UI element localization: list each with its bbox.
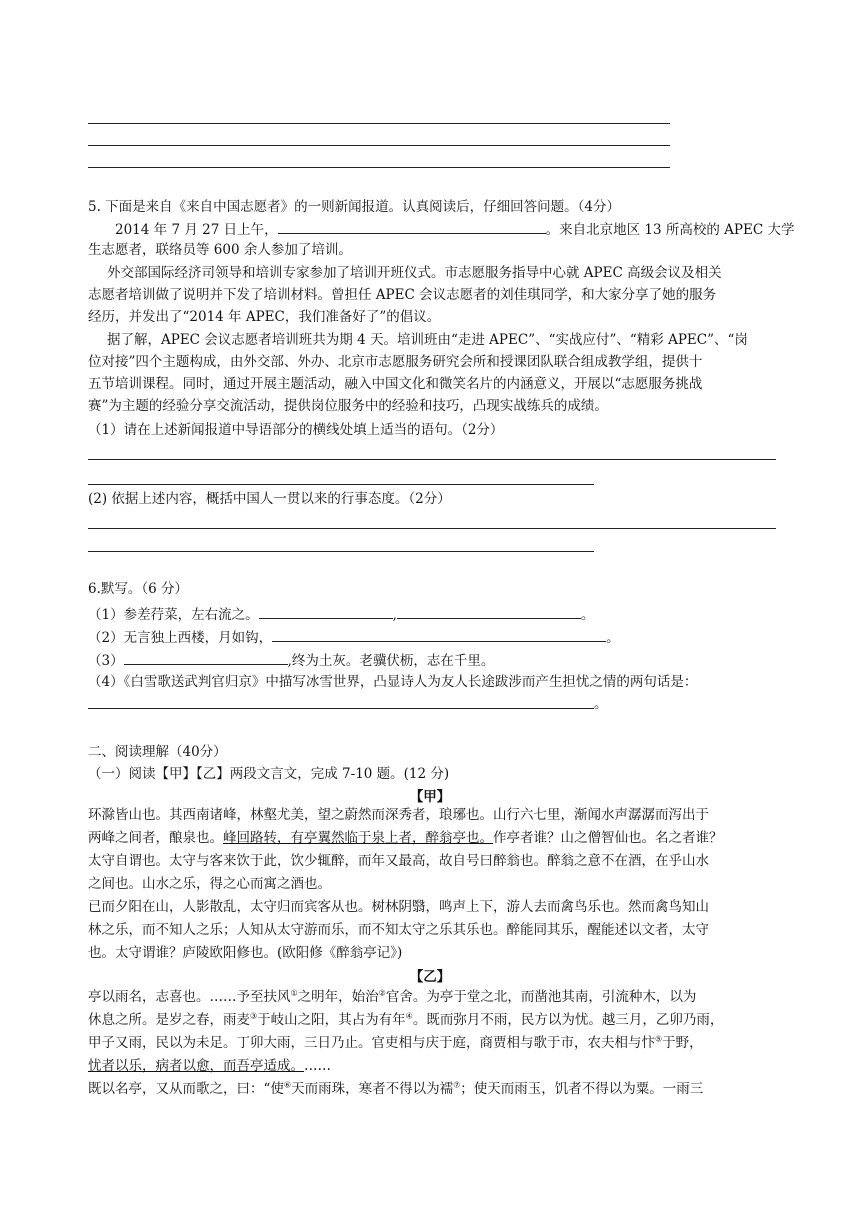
passage-jia-title: 【甲】 — [409, 789, 451, 805]
footnote-marker: ⑦ — [453, 1080, 461, 1090]
passage-text: 两峰之间者，酿泉也。 — [88, 830, 223, 846]
q6-item-1 — [88, 604, 594, 624]
footnote-marker: ③ — [250, 1011, 258, 1021]
q5-lead-blank[interactable] — [278, 219, 546, 234]
q5-para2: 志愿者培训做了说明并下发了培训材料。曾担任 APEC 会议志愿者的刘佳琪同学，和大家分享了她的服务 — [88, 287, 717, 303]
q6-item-3-num: （3） — [88, 653, 124, 669]
passage-text: …… — [304, 1058, 331, 1074]
section-heading: 二、阅读理解（40分） — [88, 744, 227, 760]
passage-text: 官舍。为亭于堂之北，而凿池其南，引流种木，以为 — [385, 989, 697, 1005]
q6-item-1-end: 。 — [580, 607, 595, 623]
q6-item-2-end: 。 — [606, 630, 620, 646]
passage-yi-line — [88, 1080, 703, 1098]
footnote-marker: ① — [290, 988, 298, 998]
answer-line[interactable] — [88, 459, 776, 460]
passage-jia-line: 环滁皆山也。其西南诸峰，林壑尤美，望之蔚然而深秀者，琅琊也。山行六七里，渐闻水声潺潺而泻出于 — [88, 807, 709, 823]
part-heading: （一）阅读【甲】【乙】两段文言文，完成 7-10 题。(12 分) — [88, 766, 450, 782]
q6-item-4-end: 。 — [594, 696, 608, 712]
passage-text: 于野， — [662, 1035, 703, 1051]
passage-jia-line: 林之乐，而不知人之乐；人知从太守游而乐，而不知太守之乐其乐也。醉能同其乐，醒能述以文者，太守 — [88, 922, 709, 938]
q6-item-1-text: （1）参差荇菜，左右流之。 — [88, 607, 259, 623]
underlined-sentence: 忧者以乐，病者以愈，而吾亭适成。 — [88, 1058, 304, 1074]
q5-lead-a: 2014 年 7 月 27 日上午， — [115, 222, 278, 238]
q6-blank[interactable] — [259, 604, 393, 619]
footnote-marker: ⑤ — [655, 1034, 663, 1044]
passage-text: 亭以雨名，志喜也。……予至扶风 — [88, 989, 291, 1005]
passage-text: 既以名亭，又从而歌之，曰：“使 — [88, 1081, 284, 1097]
passage-yi-line — [88, 1057, 331, 1075]
answer-line[interactable] — [88, 123, 670, 124]
q5-sub2: (2) 依据上述内容，概括中国人一贯以来的行事态度。（2分） — [88, 491, 451, 507]
passage-yi-line — [88, 988, 696, 1006]
passage-yi-title: 【乙】 — [409, 969, 451, 985]
q6-item-4: （4）《白雪歌送武判官归京》中描写冰雪世界，凸显诗人为友人长途跋涉而产生担忧之情的两句话是： — [88, 674, 698, 690]
q5-para2: 经历，并发出了“2014 年 APEC，我们准备好了”的倡议。 — [88, 309, 441, 325]
q6-item-2 — [88, 627, 620, 647]
answer-line[interactable] — [88, 551, 594, 552]
passage-jia-line: 已而夕阳在山，人影散乱，太守归而宾客从也。树林阴翳，鸣声上下，游人去而禽鸟乐也。然而禽鸟知山 — [88, 899, 709, 915]
q5-para3: 五节培训课程。同时，通过开展主题活动，融入中国文化和微笑名片的内涵意义，开展以“志愿服务挑战 — [88, 376, 703, 392]
answer-line[interactable] — [88, 167, 670, 168]
q5-para3: 位对接”四个主题构成，由外交部、外办、北京市志愿服务研究会所和授课团队联合组成教学组，提供十 — [88, 354, 703, 370]
q6-title: 6.默写。（6 分） — [88, 581, 189, 597]
q5-para3: 据了解，APEC 会议志愿者培训班共为期 4 天。培训班由“走进 APEC”、“实战应付”、“精彩 APEC”、“岗 — [107, 332, 748, 348]
answer-line[interactable] — [88, 484, 594, 485]
q6-item-1-comma: , — [392, 607, 397, 623]
q6-item-3-text: ,终为土灰。老骥伏枥，志在千里。 — [287, 653, 495, 669]
passage-jia-line: 也。太守谓谁？庐陵欧阳修也。(欧阳修《醉翁亭记》) — [88, 945, 403, 961]
passage-text: 作亭者谁？山之僧智仙也。名之者谁？ — [493, 830, 723, 846]
answer-line[interactable] — [88, 145, 670, 146]
q5-para2: 外交部国际经济司领导和培训专家参加了培训开班仪式。市志愿服务指导中心就 APEC 高级会议及相关 — [107, 265, 722, 281]
passage-jia-line: 之间也。山水之乐，得之心而寓之酒也。 — [88, 876, 331, 892]
q6-blank[interactable] — [397, 604, 581, 619]
footnote-marker: ④ — [405, 1011, 413, 1021]
answer-line[interactable] — [88, 528, 776, 529]
q6-item-2-text: （2）无言独上西楼，月如钩， — [88, 630, 273, 646]
footnote-marker: ⑥ — [283, 1080, 292, 1090]
passage-yi-line — [88, 1011, 723, 1029]
passage-text: 天而雨珠，寒者不得以为襦 — [291, 1081, 454, 1097]
q6-item-3 — [88, 650, 494, 670]
footnote-marker: ② — [378, 988, 386, 998]
passage-text: 之明年，始治 — [297, 989, 379, 1005]
passage-text: 于岐山之阳，其占为有年 — [257, 1012, 406, 1028]
q5-lead-line2: 生志愿者，联络员等 600 余人参加了培训。 — [88, 242, 352, 258]
q5-lead-b: 。来自北京地区 13 所高校的 APEC 大学 — [545, 222, 795, 238]
q5-sub1: （1）请在上述新闻报道中导语部分的横线处填上适当的语句。（2分） — [88, 422, 504, 438]
q5-lead-line — [115, 219, 794, 239]
passage-yi-line — [88, 1034, 703, 1052]
passage-text: 休息之所。是岁之春，雨麦 — [88, 1012, 250, 1028]
passage-text: 。既而弥月不雨，民方以为忧。越三月，乙卯乃雨， — [412, 1012, 724, 1028]
passage-jia-line: 太守自谓也。太守与客来饮于此，饮少辄醉，而年又最高，故自号曰醉翁也。醉翁之意不在酒，在乎山水 — [88, 853, 709, 869]
underlined-sentence: 峰回路转，有亭翼然临于泉上者，醉翁亭也。 — [223, 830, 493, 846]
answer-line[interactable] — [88, 708, 594, 709]
passage-text: 甲子又雨，民以为未足。丁卯大雨，三日乃止。官吏相与庆于庭，商贾相与歌于市，农夫相与忭 — [88, 1035, 655, 1051]
q6-blank[interactable] — [272, 627, 606, 642]
passage-text: ；使天而雨玉，饥者不得以为粟。一雨三 — [460, 1081, 704, 1097]
q5-para3: 赛”为主题的经验分享交流活动，提供岗位服务中的经验和技巧，凸现实战练兵的成绩。 — [88, 398, 608, 414]
q6-blank[interactable] — [124, 650, 288, 665]
q5-title: 5. 下面是来自《来自中国志愿者》的一则新闻报道。认真阅读后，仔细回答问题。（4分） — [88, 199, 621, 215]
passage-jia-line — [88, 829, 723, 847]
